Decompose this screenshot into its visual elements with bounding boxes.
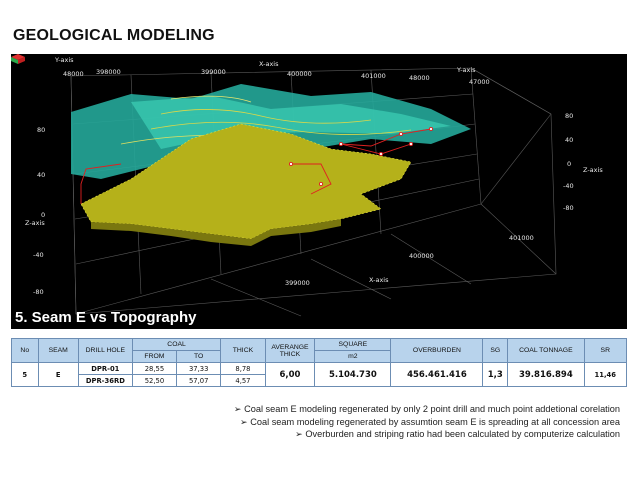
cell-seam: E	[38, 363, 78, 387]
col-overburden: OVERBURDEN	[391, 339, 483, 363]
3d-model-graphic	[11, 54, 627, 329]
cell-sg: 1,3	[483, 363, 508, 387]
col-coal-tonnage: COAL TONNAGE	[508, 339, 584, 363]
x-tick-bottom: 400000	[409, 252, 434, 260]
cell-to: 37,33	[177, 363, 221, 375]
z-tick-right: 40	[565, 136, 574, 144]
cell-from: 28,55	[132, 363, 176, 375]
cell-from: 52,50	[132, 375, 176, 387]
3d-model-viewport[interactable]	[11, 54, 627, 329]
notes-list	[234, 403, 620, 441]
z-tick-right: -80	[563, 204, 574, 212]
col-to: TO	[177, 351, 221, 363]
col-sg: SG	[483, 339, 508, 363]
z-tick-left: 40	[37, 171, 46, 179]
col-no: No	[12, 339, 39, 363]
y-axis-title-right: Y-axis	[457, 66, 476, 74]
col-drill-hole: DRILL HOLE	[78, 339, 132, 363]
col-from: FROM	[132, 351, 176, 363]
col-coal: COAL	[132, 339, 221, 351]
viz-caption: 5. Seam E vs Topography	[15, 309, 197, 326]
cell-drill-hole: DPR-36RD	[78, 375, 132, 387]
cell-no: 5	[12, 363, 39, 387]
x-axis-title-bottom: X-axis	[369, 276, 389, 284]
cell-overburden: 456.461.416	[391, 363, 483, 387]
z-tick-right: -40	[563, 182, 574, 190]
orientation-cube-icon[interactable]	[11, 54, 25, 64]
z-tick-left: 80	[37, 126, 46, 134]
y-tick-top: 48000	[63, 70, 84, 78]
note-item: ➢ Overburden and striping ratio had been calculated by computerize calculation	[295, 429, 620, 439]
col-sr: SR	[584, 339, 626, 363]
note-item: ➢ Coal seam E modeling regenerated by only 2 point drill and much point addetional corelation	[233, 404, 620, 414]
cell-thick: 8,78	[221, 363, 265, 375]
z-tick-left: -40	[33, 251, 44, 259]
y-tick-top: 47000	[469, 78, 490, 86]
z-axis-title-left: Z-axis	[25, 219, 45, 227]
z-tick-left: -80	[33, 288, 44, 296]
y-tick-top: 48000	[409, 74, 430, 82]
cell-square: 5.104.730	[315, 363, 391, 387]
seam-summary-table	[11, 338, 627, 387]
col-thick: THICK	[221, 339, 265, 363]
z-axis-title-right: Z-axis	[583, 166, 603, 174]
z-tick-left: 0	[41, 211, 46, 219]
note-item: ➢ Coal seam modeling regenerated by assumtion seam E is spreading at all concession area	[240, 416, 620, 427]
cell-avg-thick: 6,00	[265, 363, 315, 387]
x-tick-bottom: 401000	[509, 234, 534, 242]
col-avg-thick: AVERANGE THICK	[265, 339, 315, 363]
x-tick-top: 400000	[287, 70, 312, 78]
table-row	[12, 363, 627, 375]
cell-coal-tonnage: 39.816.894	[508, 363, 584, 387]
z-tick-right: 80	[565, 112, 574, 120]
cell-thick: 4,57	[221, 375, 265, 387]
z-tick-right: 0	[567, 160, 572, 168]
slide-title: GEOLOGICAL MODELING	[13, 27, 215, 44]
y-axis-title-left: Y-axis	[55, 56, 74, 64]
col-square: SQUARE	[315, 339, 391, 351]
x-tick-top: 398000	[96, 68, 121, 76]
x-tick-bottom: 399000	[285, 279, 310, 287]
cell-to: 57,07	[177, 375, 221, 387]
col-square-unit: m2	[315, 351, 391, 363]
x-axis-title-top: X-axis	[259, 60, 279, 68]
col-seam: SEAM	[38, 339, 78, 363]
x-tick-top: 401000	[361, 72, 386, 80]
cell-sr: 11,46	[584, 363, 626, 387]
x-tick-top: 399000	[201, 68, 226, 76]
cell-drill-hole: DPR-01	[78, 363, 132, 375]
